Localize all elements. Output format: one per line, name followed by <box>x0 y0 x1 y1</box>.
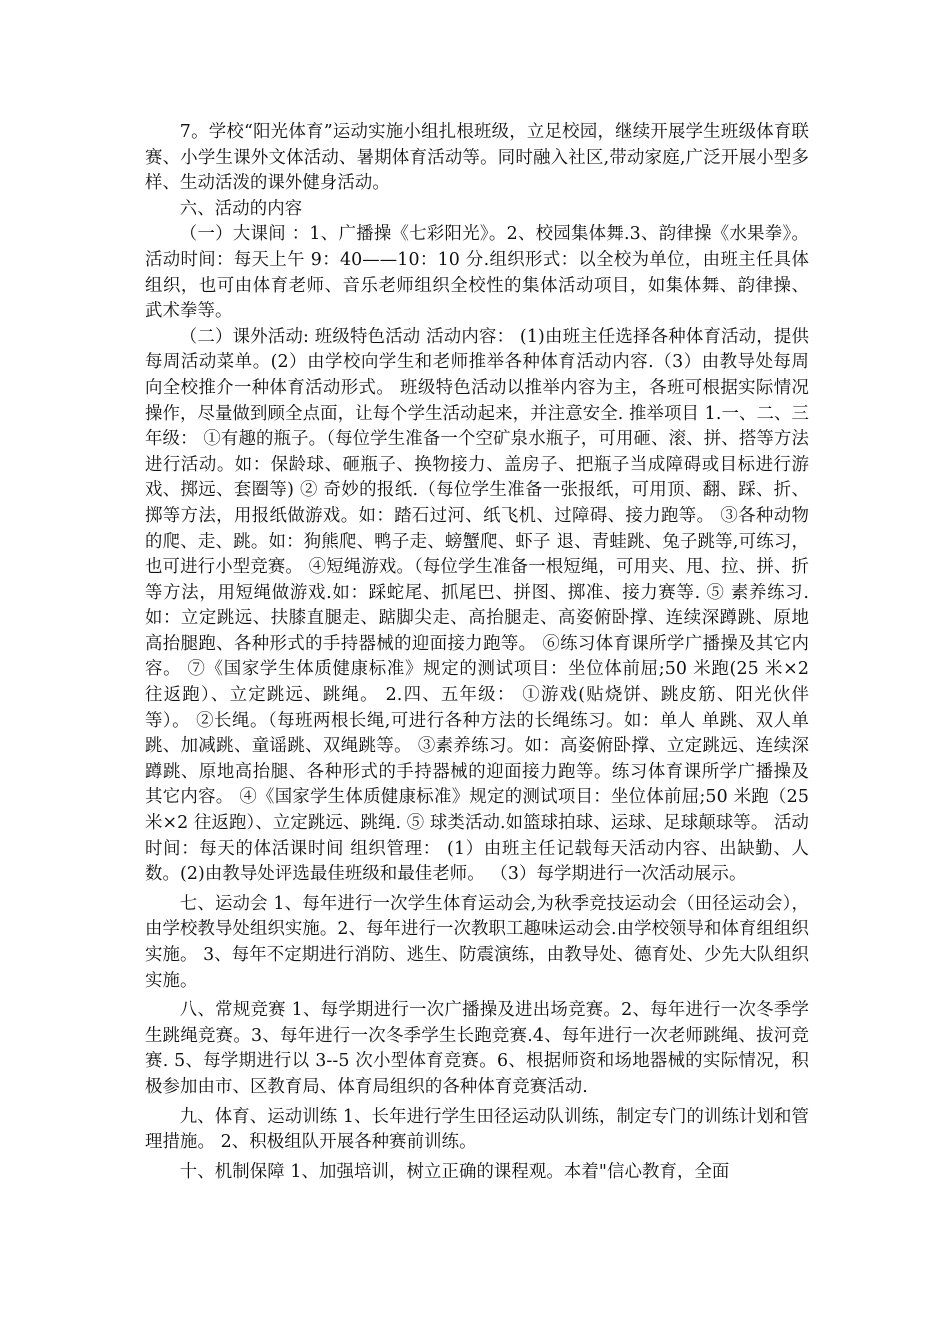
section-heading-activities: 六、活动的内容 <box>179 198 303 219</box>
paragraph-training: 九、体育、运动训练 1、长年进行学生田径运动队训练，制定专门的训练计划和管理措施。 2、积极组队开展各种赛前训练。 <box>145 1106 809 1153</box>
paragraph-regular-competitions: 八、常规竞赛 1、每学期进行一次广播操及进出场竞赛。2、每年进行一次冬季学生跳绳竞赛。3、每年进行一次冬季学生长跑竞赛.4、每年进行一次老师跳绳、拔河竞赛. 5、每学期进行以 3--5 次小型体育竞赛。6、根据师资和场地器械的实际情况，积极参加由市、区教育局、体育局组织的各种体育竞赛活动. <box>145 1000 809 1097</box>
paragraph-extracurricular: （二）课外活动: 班级特色活动 活动内容： (1)由班主任选择各种体育活动，提供每周活动菜单。(2）由学校向学生和老师推举各种体育活动内容.（3）由教导处每周向全校推介一种体育活动形式。 班级特色活动以推举内容为主，各班可根据实际情况操作，尽量做到顾全点面，让每个学生活动起来，并注意安全. 推举项目 1.一、二、三年级： ①有趣的瓶子。（每位学生准备一个空矿泉水瓶子，可用砸、滚、拼、搭等方法进行活动。如：保龄球、砸瓶子、换物接力、盖房子、把瓶子当成障碍或目标进行游戏、掷远、套圈等) ② 奇妙的报纸.（每位学生准备一张报纸，可用顶、翻、踩、折、掷等方法，用报纸做游戏。如：踏石过河、纸飞机、过障碍、接力跑等。 ③各种动物的爬、走、跳。如：狗熊爬、鸭子走、螃蟹爬、虾子 退、青蛙跳、兔子跳等,可练习，也可进行小型竞赛。 ④短绳游戏。（每位学生准备一根短绳，可用夹、甩、拉、拼、折等方法，用短绳做游戏.如：踩蛇尾、抓尾巴、拼图、掷准、接力赛等. ⑤ 素养练习.如：立定跳远、扶膝直腿走、踮脚尖走、高抬腿走、高姿俯卧撑、连续深蹲跳、原地高抬腿跑、各种形式的手持器械的迎面接力跑等。 ⑥练习体育课所学广播操及其它内容。 ⑦《国家学生体质健康标准》规定的测试项目：坐位体前屈;50 米跑(25 米×2 往返跑）、立定跳远、跳绳。 2.四、五年级： ①游戏(贴烧饼、跳皮筋、阳光伙伴等）。 ②长绳。（每班两根长绳,可进行各种方法的长绳练习。如：单人 单跳、双人单跳、加减跳、童谣跳、双绳跳等。 ③素养练习。如：高姿俯卧撑、立定跳远、连续深蹲跳、原地高抬腿、各种形式的手持器械的迎面接力跑等。练习体育课所学广播操及其它内容。 ④《国家学生体质健康标准》规定的测试项目：坐位体前屈;50 米跑（25 米×2 往返跑）、立定跳远、跳绳. ⑤ 球类活动.如篮球拍球、运球、足球颠球等。 活动时间：每天的体活课时间 组织管理： (1）由班主任记载每天活动内容、出缺勤、人数。(2)由教导处评选最佳班级和最佳老师。 （3）每学期进行一次活动展示。 <box>145 326 809 885</box>
paragraph-big-break: （一）大课间 ：1、广播操《七彩阳光》。2、校园集体舞.3、韵律操《水果拳》。活动时间：每天上午 9：40——10：10 分.组织形式：以全校为单位，由班主任具体组织，也可由体育老师、音乐老师组织全校性的集体活动项目，如集体舞、韵律操、武术拳等。 <box>145 224 809 322</box>
paragraph-sunshine-sports: 7。学校“阳光体育”运动实施小组扎根班级，立足校园，继续开展学生班级体育联赛、小学生课外文体活动、暑期体育活动等。同时融入社区,带动家庭,广泛开展小型多样、生动活泼的课外健身活动。 <box>145 122 809 194</box>
document-page <box>145 120 809 1185</box>
paragraph-sports-meet: 七、运动会 1、每年进行一次学生体育运动会,为秋季竞技运动会（田径运动会），由学校教导处组织实施。2、每年进行一次教职工趣味运动会.由学校领导和体育组组织实施。 3、每年不定期进行消防、逃生、防震演练，由教导处、德育处、少先大队组织实施。 <box>145 893 809 991</box>
paragraph-mechanism: 十、机制保障 1、加强培训，树立正确的课程观。本着"信心教育，全面 <box>179 1161 730 1182</box>
